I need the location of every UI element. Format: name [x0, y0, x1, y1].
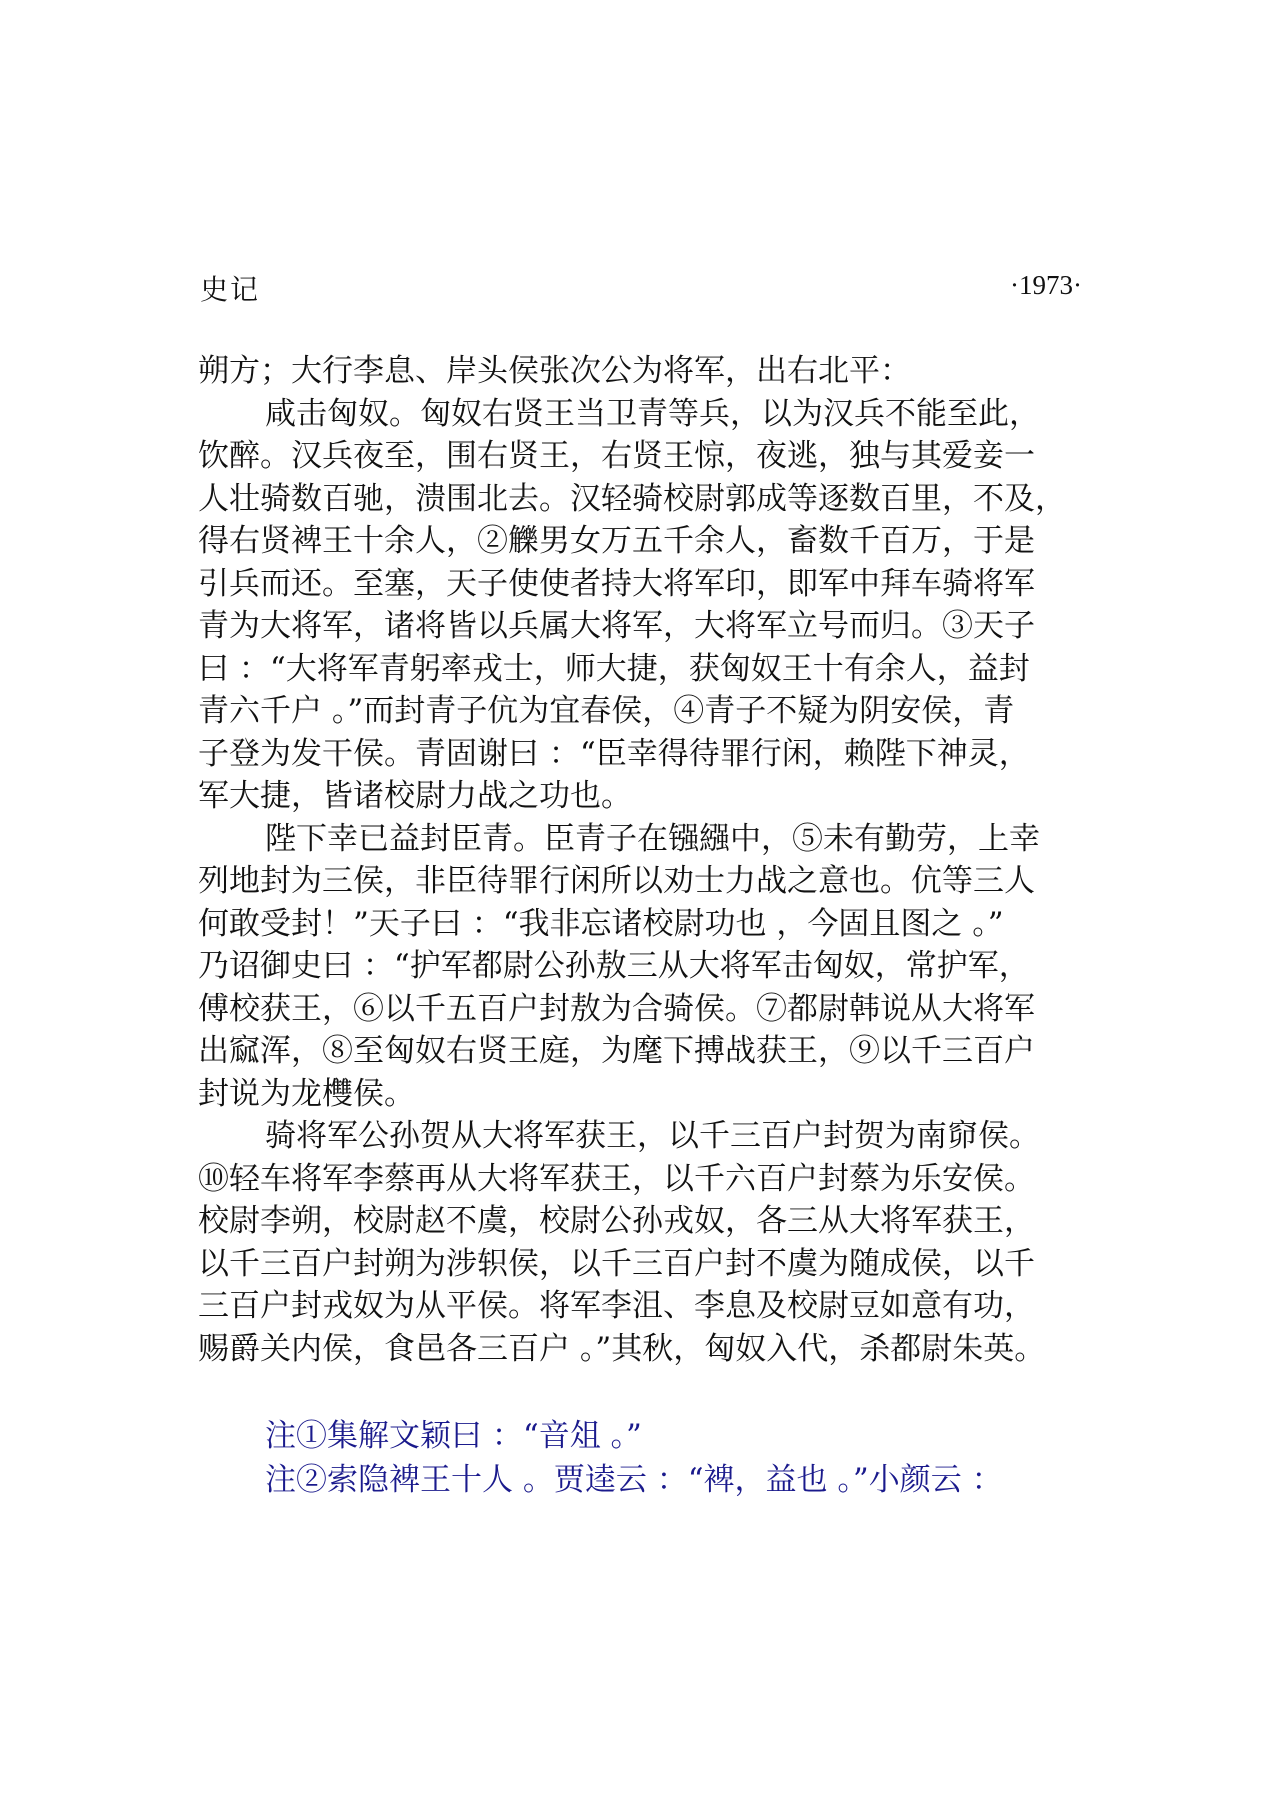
- body-text: [198, 350, 1098, 1370]
- annotations: [265, 1414, 1085, 1502]
- text-line: 咸击匈奴。匈奴右贤王当卫青等兵，以为汉兵不能至此，: [265, 395, 1040, 432]
- text-line: 三百户封戎奴为从平侯。将军李沮、李息及校尉豆如意有功，: [198, 1288, 1035, 1324]
- text-line: 骑将军公孙贺从大将军获王，以千三百户封贺为南窌侯。: [265, 1118, 1040, 1154]
- text-line: ⑩轻车将军李蔡再从大将军获王，以千六百户封蔡为乐安侯。: [198, 1160, 1035, 1197]
- text-line: 军大捷，皆诸校尉力战之功也。: [198, 778, 632, 814]
- text-line: 出窳浑，⑧至匈奴右贤王庭，为麾下搏战获王，⑨以千三百户: [198, 1033, 1035, 1069]
- text-line: 以千三百户封朔为涉轵侯，以千三百户封不虞为随成侯，以千: [198, 1245, 1035, 1282]
- page-number: ·1973·: [1010, 270, 1082, 300]
- text-line: 傅校获王，⑥以千五百户封敖为合骑侯。⑦都尉韩说从大将军: [198, 990, 1035, 1027]
- text-line: 校尉李朔，校尉赵不虞，校尉公孙戎奴，各三从大将军获王，: [198, 1203, 1035, 1239]
- text-line: 子登为发干侯。青固谢曰 ：“臣幸得待罪行闲，赖陛下神灵，: [198, 735, 1030, 772]
- text-line: 朔方；大行李息、岸头侯张次公为将军，出右北平：: [198, 353, 911, 389]
- text-line: 封说为龙欆侯。: [198, 1075, 415, 1112]
- text-line: 青为大将军，诸将皆以兵属大将军，大将军立号而归。③天子: [198, 608, 1035, 644]
- text-line: 得右贤裨王十余人，②觻男女万五千余人，畜数千百万，于是: [198, 523, 1035, 559]
- text-line: 引兵而还。至塞，天子使使者持大将军印，即军中拜车骑将军: [198, 565, 1035, 602]
- text-line: 何敢受封！”天子曰 ：“我非忘诸校尉功也 ，今固且图之 。”: [198, 905, 1004, 942]
- running-title: 史记: [200, 273, 261, 306]
- text-line: 青六千户 。”而封青子伉为宜春侯，④青子不疑为阴安侯，青: [198, 693, 1015, 729]
- text-line: 乃诏御史曰 ：“护军都尉公孙敖三从大将军击匈奴，常护军，: [198, 948, 1030, 984]
- annotation-line: 注①集解文颖曰 ：“音俎 。”: [265, 1418, 642, 1454]
- text-line: 陛下幸已益封臣青。臣青子在镪繦中，⑤未有勤劳，上幸: [265, 820, 1040, 857]
- text-line: 人壮骑数百驰，溃围北去。汉轻骑校尉郭成等逐数百里，不及，: [198, 480, 1066, 517]
- text-line: 饮醉。汉兵夜至，围右贤王，右贤王惊，夜逃，独与其爱妾一: [198, 438, 1035, 474]
- text-line: 曰 ：“大将军青躬率戎士，师大捷，获匈奴王十有余人，益封: [198, 650, 1030, 687]
- text-line: 列地封为三侯，非臣待罪行闲所以劝士力战之意也。伉等三人: [198, 863, 1035, 899]
- text-line: 赐爵关内侯，食邑各三百户 。”其秋，匈奴入代，杀都尉朱英。: [198, 1330, 1046, 1367]
- annotation-line: 注②索隐裨王十人 。贾逵云 ：“裨，益也 。”小颜云 ：: [265, 1462, 1003, 1498]
